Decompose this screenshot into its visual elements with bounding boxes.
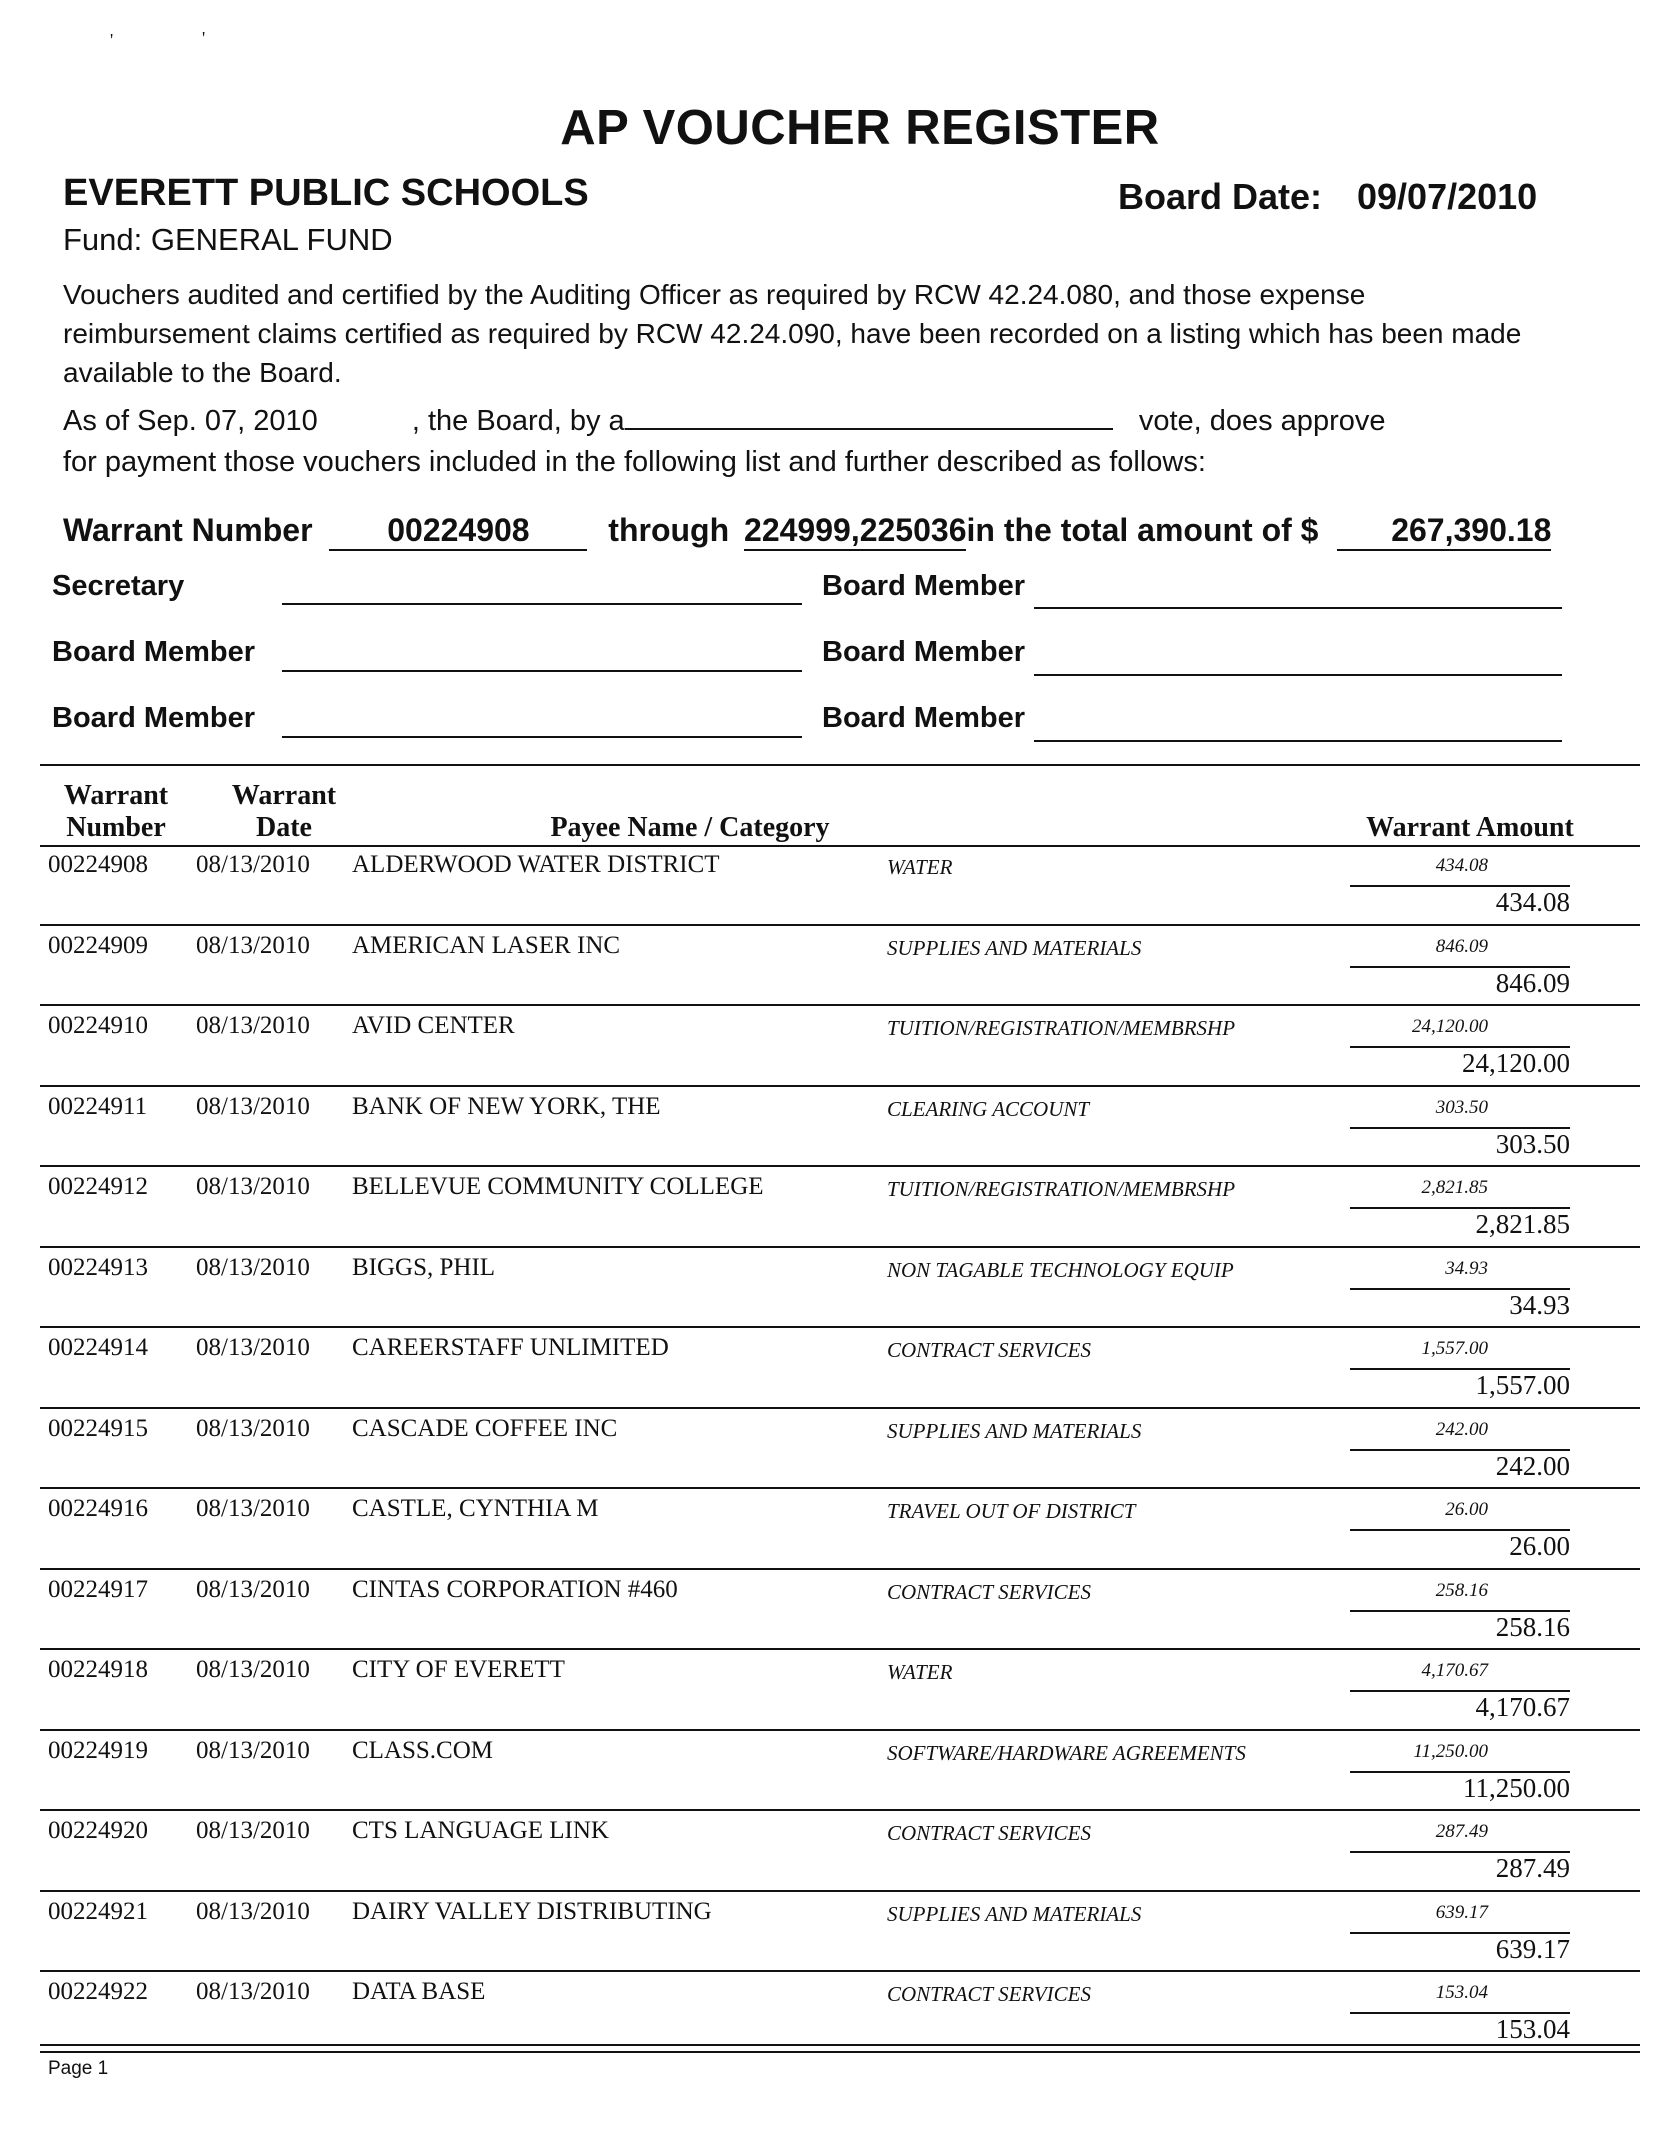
- header-warrant-number: Warrant Number: [63, 780, 169, 843]
- payee-name-cell: DAIRY VALLEY DISTRIBUTING: [352, 1897, 712, 1925]
- line-amount-cell: 287.49: [1435, 1821, 1488, 1842]
- board-by-text: , the Board, by a: [411, 405, 625, 437]
- warrant-date-cell: 08/13/2010: [196, 1334, 310, 1361]
- subtotal-rule: [1350, 1288, 1570, 1290]
- line-amount-cell: 153.04: [1435, 1982, 1488, 2003]
- warrant-amount-cell: 153.04: [1495, 2014, 1570, 2044]
- warrant-number-cell: 00224914: [48, 1334, 148, 1361]
- subtotal-rule: [1350, 1368, 1570, 1370]
- category-cell: WATER: [887, 855, 953, 879]
- board-date-value: 09/07/2010: [1357, 176, 1538, 217]
- warrant-start: 00224908: [329, 512, 587, 551]
- warrant-date-cell: 08/13/2010: [196, 1736, 310, 1764]
- warrant-date-cell: 08/13/2010: [196, 1414, 310, 1442]
- payee-name-cell: CTS LANGUAGE LINK: [352, 1817, 609, 1844]
- warrant-number-cell: 00224913: [48, 1253, 148, 1281]
- warrant-number-cell: 00224916: [48, 1495, 148, 1522]
- warrant-number-cell: 00224915: [48, 1414, 148, 1442]
- header-warrant-amount: Warrant Amount: [1366, 812, 1574, 843]
- board-member-label: Board Member: [52, 702, 256, 734]
- subtotal-rule: [1350, 1127, 1570, 1129]
- board-member-signature-line: [1034, 740, 1562, 742]
- voucher-table: [40, 845, 1640, 2053]
- warrant-amount-cell: 2,821.85: [1475, 1209, 1570, 1239]
- table-row: [40, 1087, 1640, 1168]
- category-cell: TUITION/REGISTRATION/MEMBRSHP: [887, 1016, 1236, 1040]
- payee-name-cell: AMERICAN LASER INC: [352, 931, 621, 959]
- table-row: [40, 1731, 1640, 1812]
- line-amount-cell: 26.00: [1445, 1499, 1488, 1520]
- warrant-date-cell: 08/13/2010: [196, 1092, 310, 1120]
- category-cell: TUITION/REGISTRATION/MEMBRSHP: [887, 1177, 1236, 1201]
- warrant-amount-cell: 639.17: [1495, 1933, 1570, 1964]
- warrant-date-cell: 08/13/2010: [196, 1656, 310, 1683]
- line-amount-cell: 11,250.00: [1413, 1740, 1488, 1762]
- payment-text: for payment those vouchers included in the following list and further described as follows:: [63, 446, 1206, 478]
- line-amount-cell: 258.16: [1435, 1579, 1488, 1601]
- total-amount: 267,390.18: [1337, 512, 1551, 551]
- table-row: [40, 1570, 1640, 1651]
- warrant-amount-cell: 434.08: [1495, 887, 1570, 917]
- warrant-amount-cell: 258.16: [1495, 1611, 1570, 1642]
- page-number: Page 1: [48, 2058, 109, 2079]
- category-cell: SUPPLIES AND MATERIALS: [887, 1418, 1142, 1443]
- table-row: [40, 926, 1640, 1007]
- payee-name-cell: BIGGS, PHIL: [352, 1253, 496, 1281]
- category-cell: WATER: [887, 1660, 953, 1684]
- table-row: [40, 1811, 1640, 1892]
- warrant-date-cell: 08/13/2010: [196, 1978, 310, 2005]
- table-row: [40, 1489, 1640, 1570]
- payee-name-cell: CAREERSTAFF UNLIMITED: [352, 1334, 669, 1361]
- category-cell: TRAVEL OUT OF DISTRICT: [887, 1499, 1136, 1523]
- line-amount-cell: 242.00: [1435, 1418, 1488, 1440]
- category-cell: CONTRACT SERVICES: [887, 1338, 1092, 1362]
- warrant-number-cell: 00224909: [48, 931, 148, 959]
- line-amount-cell: 846.09: [1435, 935, 1488, 957]
- board-member-label: Board Member: [52, 636, 256, 668]
- subtotal-rule: [1350, 966, 1570, 968]
- table-row: [40, 1328, 1640, 1409]
- warrant-date-cell: 08/13/2010: [196, 1012, 310, 1039]
- category-cell: CONTRACT SERVICES: [887, 1821, 1092, 1845]
- document-title: AP VOUCHER REGISTER: [560, 101, 1160, 155]
- board-member-signature-line: [282, 670, 802, 672]
- divider: [40, 764, 1640, 766]
- header-payee: Payee Name / Category: [550, 812, 830, 843]
- category-cell: CLEARING ACCOUNT: [887, 1096, 1090, 1121]
- board-member-signature-line: [1034, 674, 1562, 676]
- vote-text: vote, does approve: [1138, 405, 1386, 437]
- warrant-date-cell: 08/13/2010: [196, 1495, 310, 1522]
- warrant-range-line: [63, 512, 1551, 551]
- warrant-amount-cell: 242.00: [1495, 1450, 1570, 1481]
- warrant-amount-cell: 303.50: [1495, 1128, 1570, 1159]
- table-row: [40, 1409, 1640, 1490]
- subtotal-rule: [1350, 1046, 1570, 1048]
- table-row: [40, 845, 1640, 926]
- payee-name-cell: AVID CENTER: [352, 1012, 515, 1039]
- table-row: [40, 1650, 1640, 1731]
- subtotal-rule: [1350, 1851, 1570, 1853]
- warrant-number-label: Warrant Number: [63, 512, 313, 548]
- subtotal-rule: [1350, 1932, 1570, 1934]
- subtotal-rule: [1350, 2012, 1570, 2014]
- total-label: in the total amount of $: [966, 512, 1319, 548]
- table-row: [40, 1167, 1640, 1248]
- organization-name: EVERETT PUBLIC SCHOOLS: [63, 172, 589, 214]
- warrant-amount-cell: 1,557.00: [1475, 1370, 1570, 1400]
- table-row: [40, 1972, 1640, 2053]
- payee-name-cell: ALDERWOOD WATER DISTRICT: [352, 851, 720, 878]
- warrant-number-cell: 00224917: [48, 1575, 148, 1603]
- warrant-number-cell: 00224911: [48, 1092, 148, 1120]
- line-amount-cell: 639.17: [1435, 1901, 1488, 1923]
- warrant-end: 224999,225036: [744, 512, 966, 551]
- warrant-number-cell: 00224918: [48, 1656, 148, 1683]
- category-cell: SUPPLIES AND MATERIALS: [887, 1901, 1142, 1926]
- line-amount-cell: 1,557.00: [1421, 1338, 1488, 1359]
- subtotal-rule: [1350, 1207, 1570, 1209]
- warrant-date-cell: 08/13/2010: [196, 1173, 310, 1200]
- board-member-signature-line: [282, 736, 802, 738]
- warrant-amount-cell: 846.09: [1495, 967, 1570, 998]
- board-member-signature-line: [1034, 607, 1562, 609]
- secretary-signature-line: [282, 603, 802, 605]
- table-row: [40, 1248, 1640, 1329]
- payee-name-cell: CLASS.COM: [352, 1736, 494, 1764]
- warrant-number-cell: 00224908: [48, 851, 148, 878]
- certification-paragraph: Vouchers audited and certified by the Auditing Officer as required by RCW 42.24.080, and those expense reimbursement claims certified as required by RCW 42.24.090, have been recorded on a listing which has been made available to the Board.: [63, 279, 1522, 388]
- warrant-amount-cell: 287.49: [1495, 1853, 1570, 1883]
- subtotal-rule: [1350, 1449, 1570, 1451]
- category-cell: SOFTWARE/HARDWARE AGREEMENTS: [887, 1740, 1246, 1765]
- warrant-amount-cell: 4,170.67: [1475, 1692, 1570, 1722]
- warrant-amount-cell: 34.93: [1509, 1289, 1570, 1320]
- payee-name-cell: CITY OF EVERETT: [352, 1656, 565, 1683]
- scan-mark: ': [110, 30, 114, 50]
- board-member-label: Board Member: [822, 636, 1026, 668]
- line-amount-cell: 4,170.67: [1421, 1660, 1488, 1681]
- subtotal-rule: [1350, 1690, 1570, 1692]
- category-cell: CONTRACT SERVICES: [887, 1982, 1092, 2006]
- payee-name-cell: BELLEVUE COMMUNITY COLLEGE: [352, 1173, 764, 1200]
- header-warrant-date: Warrant Date: [231, 780, 337, 843]
- line-amount-cell: 24,120.00: [1412, 1016, 1488, 1037]
- fund-label: Fund: GENERAL FUND: [63, 222, 393, 257]
- footer-divider: [40, 2044, 1640, 2046]
- scan-mark: ': [202, 28, 206, 48]
- as-of-date: As of Sep. 07, 2010: [63, 405, 318, 437]
- warrant-number-cell: 00224922: [48, 1978, 148, 2005]
- warrant-number-cell: 00224919: [48, 1736, 148, 1764]
- line-amount-cell: 2,821.85: [1421, 1177, 1488, 1198]
- line-amount-cell: 34.93: [1445, 1257, 1488, 1279]
- warrant-number-cell: 00224910: [48, 1012, 148, 1039]
- board-member-label: Board Member: [822, 570, 1026, 602]
- subtotal-rule: [1350, 1529, 1570, 1531]
- warrant-number-cell: 00224912: [48, 1173, 148, 1200]
- category-cell: SUPPLIES AND MATERIALS: [887, 935, 1142, 960]
- payee-name-cell: CASCADE COFFEE INC: [352, 1414, 618, 1442]
- warrant-date-cell: 08/13/2010: [196, 931, 310, 959]
- payee-name-cell: CINTAS CORPORATION #460: [352, 1575, 678, 1603]
- line-amount-cell: 303.50: [1435, 1096, 1488, 1118]
- board-date-label: Board Date:: [1118, 176, 1323, 217]
- subtotal-rule: [1350, 1610, 1570, 1612]
- warrant-number-cell: 00224920: [48, 1817, 148, 1844]
- warrant-number-cell: 00224921: [48, 1897, 148, 1925]
- through-label: through: [608, 512, 730, 548]
- warrant-amount-cell: 24,120.00: [1462, 1048, 1570, 1078]
- payee-name-cell: CASTLE, CYNTHIA M: [352, 1495, 599, 1522]
- subtotal-rule: [1350, 1771, 1570, 1773]
- warrant-date-cell: 08/13/2010: [196, 1897, 310, 1925]
- payee-name-cell: DATA BASE: [352, 1978, 486, 2005]
- category-cell: NON TAGABLE TECHNOLOGY EQUIP: [887, 1257, 1234, 1282]
- vote-blank: [625, 427, 1113, 430]
- warrant-amount-cell: 11,250.00: [1463, 1772, 1570, 1803]
- warrant-amount-cell: 26.00: [1509, 1531, 1570, 1561]
- warrant-date-cell: 08/13/2010: [196, 1575, 310, 1603]
- board-member-label: Board Member: [822, 702, 1026, 734]
- warrant-date-cell: 08/13/2010: [196, 851, 310, 878]
- subtotal-rule: [1350, 885, 1570, 887]
- line-amount-cell: 434.08: [1435, 855, 1488, 876]
- table-row: [40, 1892, 1640, 1973]
- approval-line: [63, 405, 1385, 438]
- warrant-date-cell: 08/13/2010: [196, 1253, 310, 1281]
- warrant-date-cell: 08/13/2010: [196, 1817, 310, 1844]
- category-cell: CONTRACT SERVICES: [887, 1579, 1092, 1604]
- payee-name-cell: BANK OF NEW YORK, THE: [352, 1092, 661, 1120]
- secretary-label: Secretary: [52, 570, 185, 602]
- table-row: [40, 1006, 1640, 1087]
